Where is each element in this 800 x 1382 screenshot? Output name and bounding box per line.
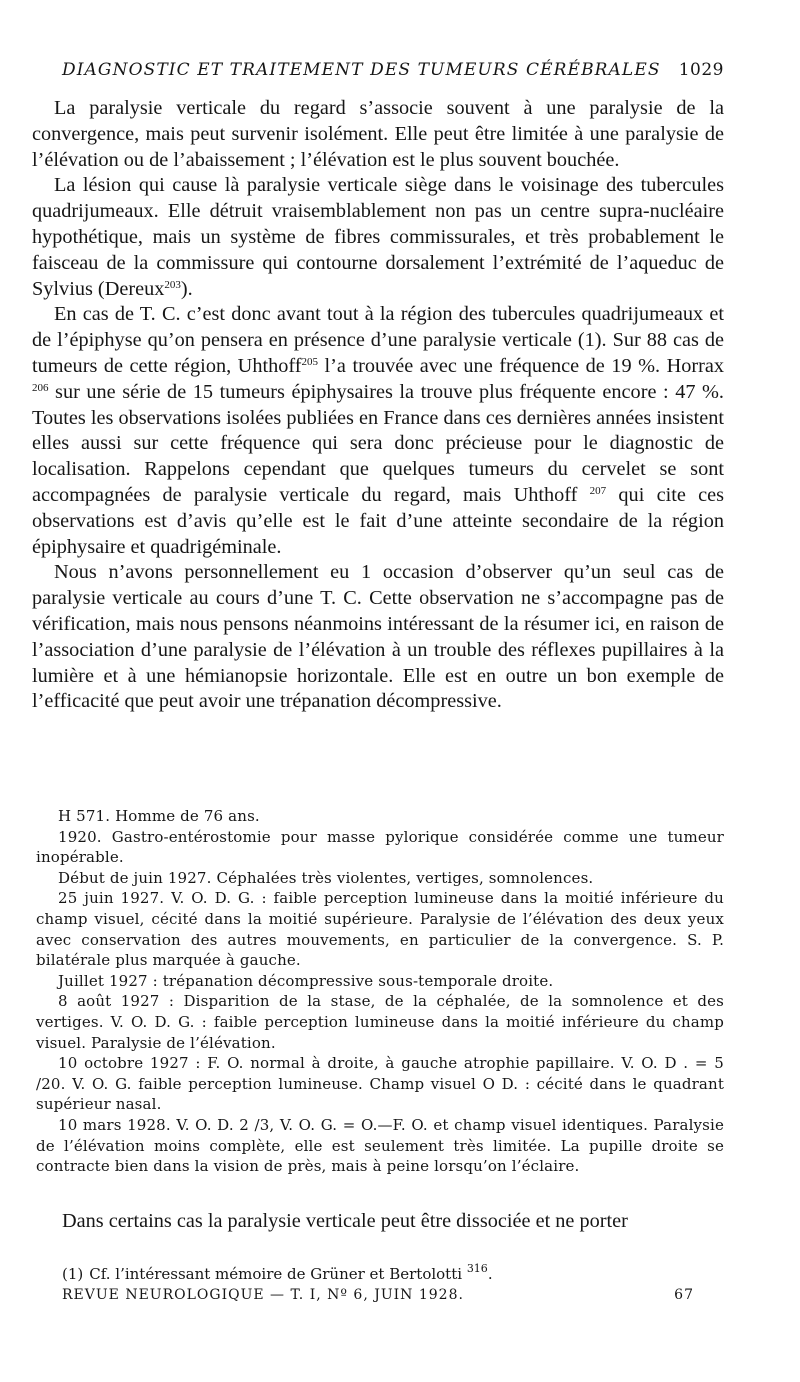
reference-number: 205 [301, 355, 319, 368]
case-entry: Juillet 1927 : trépanation décompressive sous-temporale droite. [58, 971, 554, 990]
paragraph-3-text-b: l’a trouvée avec une fréquence de 19 %. Horrax [318, 354, 725, 377]
running-title: DIAGNOSTIC ET TRAITEMENT DES TUMEURS CÉRÉBRALES [62, 60, 661, 80]
paragraph-3 [32, 302, 724, 560]
footnote [62, 1264, 722, 1284]
footnote-text: Cf. l’intéressant mémoire de Grüner et Bertolotti [89, 1265, 467, 1283]
journal-citation: REVUE NEUROLOGIQUE — T. I, Nº 6, JUIN 1928. [62, 1287, 464, 1303]
footnote-number: (1) [62, 1265, 84, 1283]
case-entry: 25 juin 1927. V. O. D. G. : faible perception lumineuse dans la moitié inférieure du champ visuel, cécité dans la moitié supérieure. Paralysie de l’élévation des deux yeux avec conservation des autres mouvements, en particulier de la convergence. S. P. bilatérale plus marquée à gauche. [36, 889, 724, 970]
reference-number: 206 [32, 381, 49, 394]
paragraph-2-text: La lésion qui cause là paralysie verticale siège dans le voisinage des tubercules quadrijumeaux. Elle détruit vraisemblablement non pas un centre supra-nucléaire hypothétique, mais un système de fibres commissurales, et très probablement le faisceau de la commissure qui contourne dorsalement l’extrémité de l’aqueduc de Sylvius (Dereux [32, 174, 724, 300]
reference-number: 203 [164, 278, 181, 291]
paragraph-1: La paralysie verticale du regard s’associe souvent à une paralysie de la convergence, mais peut survenir isolément. Elle peut être limitée à une paralysie de l’élévation ou de l’abaissement ; l’élévation est le plus souvent bouchée. [32, 97, 724, 171]
case-entry: 10 octobre 1927 : F. O. normal à droite, à gauche atrophie papillaire. V. O. D . = 5 /20. V. O. G. faible perception lumineuse. Champ visuel O D. : cécité dans le quadrant supérieur nasal. [36, 1054, 724, 1114]
main-text [32, 96, 724, 715]
paragraph-2 [32, 173, 724, 302]
paragraph-4: Nous n’avons personnellement eu 1 occasion d’observer qu’un seul cas de paralysie verticale au cours d’une T. C. Cette observation ne s’accompagne pas de vérification, mais nous pensons néanmoins intéressant de la résumer ici, en raison de l’association d’une paralysie de l’élévation à un trouble des réflexes pupillaires à la lumière et à une hémianopsie horizontale. Elle est en outre un bon exemple de l’efficacité que peut avoir une trépanation décompressive. [32, 561, 724, 713]
paragraph-2-end: ). [180, 277, 193, 300]
case-report [36, 806, 724, 1177]
page-number: 1029 [678, 60, 724, 80]
paragraph-3-text-d: qui cite ces observations est d’avis qu’elle est le fait d’une atteinte secondaire de la région épiphysaire et quadrigéminale. [32, 483, 725, 558]
reference-number: 316 [466, 1262, 488, 1275]
paragraph-3-text-c: sur une série de 15 tumeurs épiphysaires la trouve plus fréquente encore : 47 %. Toutes les observations isolées publiées en France dans ces dernières années insistent elles aussi sur cette fréquence qui sera donc précieuse pour le diagnostic de localisation. Rappelons cependant que quelques tumeurs du cervelet se sont accompagnées de paralysie verticale du regard, mais Uhthoff [32, 380, 724, 506]
paragraph-3-text-a: En cas de T. C. c’est donc avant tout à la région des tubercules quadrijumeaux et de l’épiphyse qu’on pensera en présence d’une paralysie verticale (1). Sur 88 cas de tumeurs de cette région, Uhthoff [32, 303, 724, 377]
case-entry: 10 mars 1928. V. O. D. 2 /3, V. O. G. = O.—F. O. et champ visuel identiques. Paralysie de l’élévation moins complète, elle est seulement très limitée. La pupille droite se contracte bien dans la vision de près, mais à peine lorsqu’on l’éclaire. [36, 1115, 724, 1176]
footnote-end: . [487, 1265, 493, 1283]
case-entry: 1920. Gastro-entérostomie pour masse pylorique considérée comme une tumeur inopérable. [36, 827, 724, 867]
signature-mark: 67 [674, 1287, 694, 1303]
closing-line: Dans certains cas la paralysie verticale peut être dissociée et ne porter [62, 1210, 628, 1232]
case-entry: H 571. Homme de 76 ans. [58, 807, 260, 825]
running-header [62, 60, 724, 80]
page-footer [62, 1287, 694, 1303]
reference-number: 207 [589, 484, 607, 497]
case-entry: Début de juin 1927. Céphalées très violentes, vertiges, somnolences. [58, 868, 594, 887]
case-entry: 8 août 1927 : Disparition de la stase, de la céphalée, de la somnolence et des vertiges. V. O. D. G. : faible perception lumineuse dans la moitié inférieure du champ visuel. Paralysie de l’élévation. [36, 992, 724, 1052]
